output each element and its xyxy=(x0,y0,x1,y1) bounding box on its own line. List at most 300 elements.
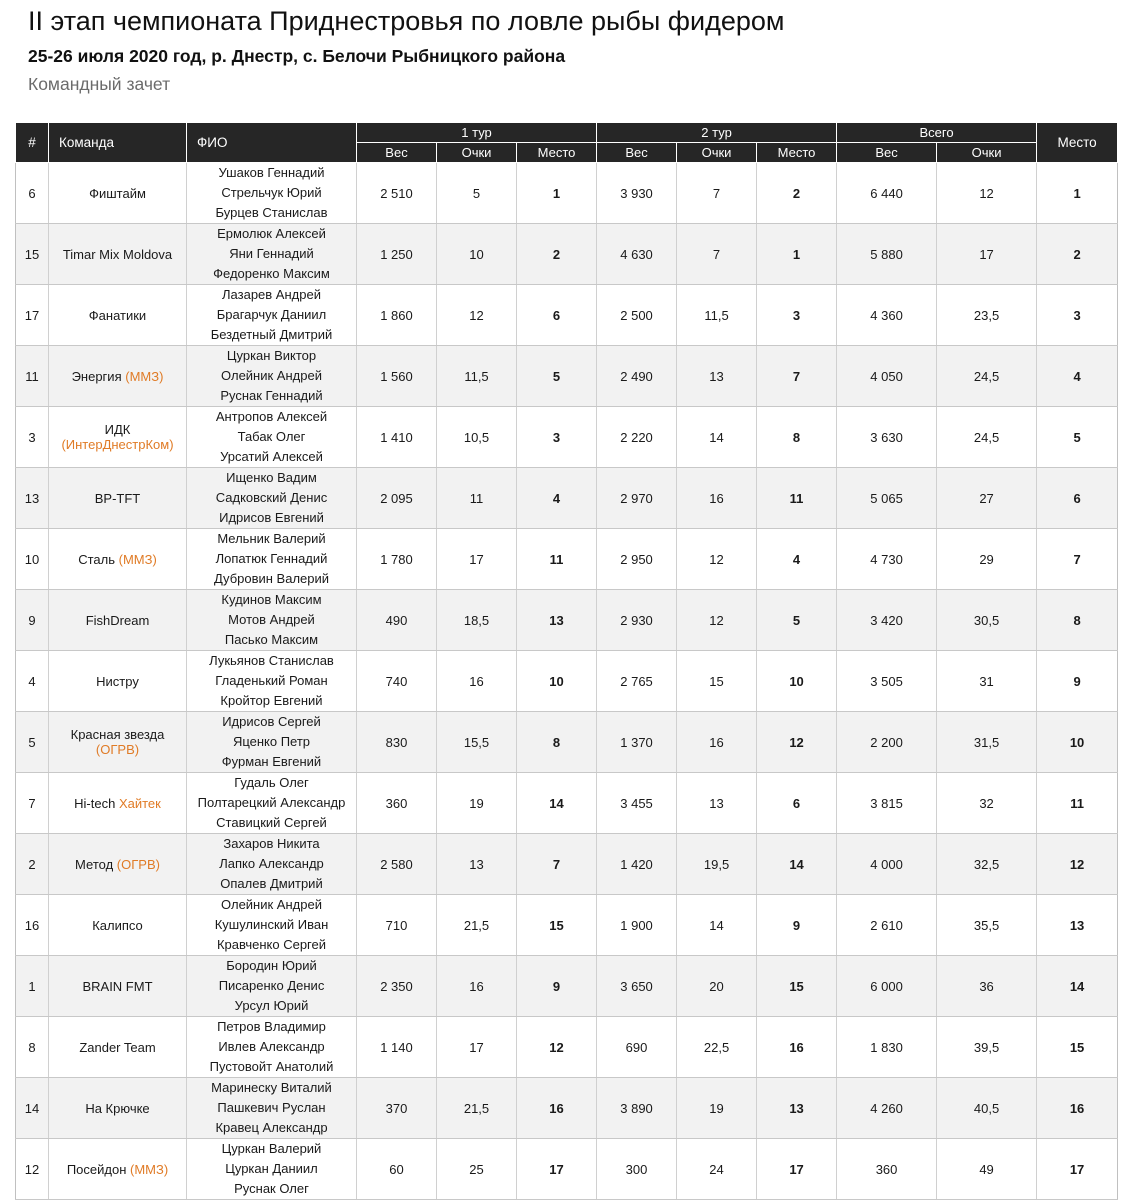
cell-r1-weight: 710 xyxy=(357,895,437,956)
cell-r2-place: 9 xyxy=(757,895,837,956)
col-header-num: # xyxy=(16,123,49,163)
cell-r2-weight: 1 370 xyxy=(597,712,677,773)
cell-team xyxy=(49,163,187,224)
cell-total-points: 12 xyxy=(937,163,1037,224)
cell-team xyxy=(49,712,187,773)
cell-r2-place: 16 xyxy=(757,1017,837,1078)
cell-total-points: 23,5 xyxy=(937,285,1037,346)
cell-num: 2 xyxy=(16,834,49,895)
member-name: Брагарчук Даниил xyxy=(216,307,327,322)
cell-members xyxy=(187,1017,357,1078)
cell-r1-points: 21,5 xyxy=(437,895,517,956)
cell-final-place: 6 xyxy=(1037,468,1118,529)
cell-r2-weight: 2 500 xyxy=(597,285,677,346)
col-header-fio: ФИО xyxy=(187,123,357,163)
cell-r1-place: 12 xyxy=(517,1017,597,1078)
cell-r1-weight: 2 510 xyxy=(357,163,437,224)
cell-final-place: 10 xyxy=(1037,712,1118,773)
cell-team xyxy=(49,956,187,1017)
member-name: Бурцев Станислав xyxy=(215,205,328,220)
member-name: Федоренко Максим xyxy=(213,266,330,281)
team-affiliation: (ИнтерДнестрКом) xyxy=(61,437,174,452)
cell-total-weight: 4 050 xyxy=(837,346,937,407)
cell-total-points: 27 xyxy=(937,468,1037,529)
cell-members xyxy=(187,895,357,956)
table-row xyxy=(16,773,1118,834)
cell-total-weight: 3 420 xyxy=(837,590,937,651)
member-name: Мотов Андрей xyxy=(228,612,315,627)
cell-total-points: 32,5 xyxy=(937,834,1037,895)
cell-total-weight: 360 xyxy=(837,1139,937,1200)
cell-r2-weight: 2 950 xyxy=(597,529,677,590)
cell-r2-points: 11,5 xyxy=(677,285,757,346)
cell-total-points: 36 xyxy=(937,956,1037,1017)
col-header-place: Место xyxy=(1037,123,1118,163)
cell-r1-weight: 1 560 xyxy=(357,346,437,407)
team-affiliation: (ММЗ) xyxy=(118,551,157,567)
cell-members xyxy=(187,590,357,651)
cell-r2-weight: 1 420 xyxy=(597,834,677,895)
cell-total-points: 35,5 xyxy=(937,895,1037,956)
team-name: Метод xyxy=(75,856,114,872)
cell-team xyxy=(49,1139,187,1200)
cell-team xyxy=(49,346,187,407)
member-name: Кройтор Евгений xyxy=(220,693,323,708)
cell-r1-weight: 2 580 xyxy=(357,834,437,895)
cell-r1-points: 16 xyxy=(437,956,517,1017)
cell-r2-weight: 2 220 xyxy=(597,407,677,468)
cell-r1-weight: 1 780 xyxy=(357,529,437,590)
member-name: Бездетный Дмитрий xyxy=(210,327,333,342)
cell-total-weight: 6 000 xyxy=(837,956,937,1017)
cell-members xyxy=(187,468,357,529)
cell-total-weight: 5 065 xyxy=(837,468,937,529)
cell-r2-place: 15 xyxy=(757,956,837,1017)
table-row xyxy=(16,712,1118,773)
cell-r1-points: 19 xyxy=(437,773,517,834)
cell-team xyxy=(49,773,187,834)
cell-total-weight: 6 440 xyxy=(837,163,937,224)
team-name: Калипсо xyxy=(92,917,143,933)
col-header-team: Команда xyxy=(49,123,187,163)
cell-final-place: 2 xyxy=(1037,224,1118,285)
cell-r2-points: 16 xyxy=(677,712,757,773)
cell-r1-points: 10,5 xyxy=(437,407,517,468)
team-name: Фиштайм xyxy=(89,185,146,201)
member-name: Лапко Александр xyxy=(219,856,324,871)
table-row xyxy=(16,1139,1118,1200)
cell-team xyxy=(49,407,187,468)
cell-final-place: 9 xyxy=(1037,651,1118,712)
cell-r1-place: 9 xyxy=(517,956,597,1017)
col-header-r1-weight: Вес xyxy=(357,143,437,163)
team-name: Сталь xyxy=(78,551,115,567)
cell-r2-place: 7 xyxy=(757,346,837,407)
cell-r1-points: 13 xyxy=(437,834,517,895)
member-name: Руснак Олег xyxy=(234,1181,309,1196)
member-name: Урсатий Алексей xyxy=(220,449,323,464)
table-row xyxy=(16,163,1118,224)
cell-total-weight: 4 730 xyxy=(837,529,937,590)
cell-r2-place: 12 xyxy=(757,712,837,773)
cell-final-place: 15 xyxy=(1037,1017,1118,1078)
cell-team xyxy=(49,651,187,712)
section-label: Командный зачет xyxy=(28,74,171,94)
member-name: Фурман Евгений xyxy=(221,754,322,769)
table-row xyxy=(16,834,1118,895)
cell-members xyxy=(187,407,357,468)
cell-team xyxy=(49,529,187,590)
cell-r2-points: 13 xyxy=(677,346,757,407)
cell-r1-place: 1 xyxy=(517,163,597,224)
cell-r1-place: 16 xyxy=(517,1078,597,1139)
cell-r2-weight: 2 490 xyxy=(597,346,677,407)
cell-team xyxy=(49,224,187,285)
cell-r1-weight: 490 xyxy=(357,590,437,651)
member-name: Цуркан Даниил xyxy=(225,1161,318,1176)
cell-r1-weight: 360 xyxy=(357,773,437,834)
member-name: Кудинов Максим xyxy=(221,592,322,607)
member-name: Мельник Валерий xyxy=(217,531,326,546)
member-name: Яценко Петр xyxy=(232,734,311,749)
cell-r2-points: 16 xyxy=(677,468,757,529)
cell-team xyxy=(49,590,187,651)
cell-num: 16 xyxy=(16,895,49,956)
team-name: Посейдон xyxy=(66,1161,127,1177)
col-header-r1-points: Очки xyxy=(437,143,517,163)
cell-total-points: 49 xyxy=(937,1139,1037,1200)
cell-members xyxy=(187,956,357,1017)
cell-members xyxy=(187,834,357,895)
member-name: Кушулинский Иван xyxy=(214,917,329,932)
cell-r2-points: 20 xyxy=(677,956,757,1017)
member-name: Олейник Андрей xyxy=(221,897,322,912)
team-name: Энергия xyxy=(71,368,122,384)
cell-num: 3 xyxy=(16,407,49,468)
cell-total-weight: 3 815 xyxy=(837,773,937,834)
cell-r2-place: 4 xyxy=(757,529,837,590)
member-name: Пасько Максим xyxy=(224,632,319,647)
cell-total-weight: 2 610 xyxy=(837,895,937,956)
member-name: Маринеску Виталий xyxy=(211,1080,332,1095)
member-name: Гудаль Олег xyxy=(234,775,309,790)
cell-r1-place: 5 xyxy=(517,346,597,407)
cell-final-place: 14 xyxy=(1037,956,1118,1017)
table-row xyxy=(16,651,1118,712)
cell-r2-weight: 1 900 xyxy=(597,895,677,956)
cell-num: 17 xyxy=(16,285,49,346)
cell-final-place: 17 xyxy=(1037,1139,1118,1200)
col-header-round1: 1 тур xyxy=(357,123,597,143)
member-name: Табак Олег xyxy=(237,429,306,444)
cell-r1-weight: 1 140 xyxy=(357,1017,437,1078)
cell-r1-points: 18,5 xyxy=(437,590,517,651)
cell-r1-points: 21,5 xyxy=(437,1078,517,1139)
cell-r2-weight: 2 930 xyxy=(597,590,677,651)
member-name: Олейник Андрей xyxy=(221,368,322,383)
cell-total-points: 24,5 xyxy=(937,407,1037,468)
member-name: Кравец Александр xyxy=(215,1120,328,1135)
cell-total-weight: 4 360 xyxy=(837,285,937,346)
cell-members xyxy=(187,1139,357,1200)
cell-r1-weight: 2 095 xyxy=(357,468,437,529)
cell-num: 4 xyxy=(16,651,49,712)
cell-num: 15 xyxy=(16,224,49,285)
cell-r2-weight: 4 630 xyxy=(597,224,677,285)
member-name: Яни Геннадий xyxy=(229,246,314,261)
member-name: Лукьянов Станислав xyxy=(209,653,334,668)
cell-r2-points: 19 xyxy=(677,1078,757,1139)
cell-r1-place: 2 xyxy=(517,224,597,285)
member-name: Антропов Алексей xyxy=(215,409,328,424)
cell-team xyxy=(49,468,187,529)
cell-num: 10 xyxy=(16,529,49,590)
cell-num: 14 xyxy=(16,1078,49,1139)
cell-total-points: 39,5 xyxy=(937,1017,1037,1078)
cell-r2-weight: 2 970 xyxy=(597,468,677,529)
cell-final-place: 3 xyxy=(1037,285,1118,346)
member-name: Кравченко Сергей xyxy=(216,937,326,952)
table-row xyxy=(16,895,1118,956)
member-name: Гладенький Роман xyxy=(215,673,328,688)
cell-num: 1 xyxy=(16,956,49,1017)
cell-r2-place: 14 xyxy=(757,834,837,895)
table-row xyxy=(16,956,1118,1017)
cell-total-points: 40,5 xyxy=(937,1078,1037,1139)
member-name: Петров Владимир xyxy=(217,1019,326,1034)
team-name: Фанатики xyxy=(88,307,147,323)
table-row xyxy=(16,407,1118,468)
cell-total-points: 31,5 xyxy=(937,712,1037,773)
cell-r1-place: 7 xyxy=(517,834,597,895)
member-name: Дубровин Валерий xyxy=(213,571,330,586)
cell-r2-points: 12 xyxy=(677,529,757,590)
cell-total-points: 32 xyxy=(937,773,1037,834)
cell-r2-points: 24 xyxy=(677,1139,757,1200)
cell-r1-points: 5 xyxy=(437,163,517,224)
cell-final-place: 16 xyxy=(1037,1078,1118,1139)
team-name: Нистру xyxy=(96,673,139,689)
member-name: Ушаков Геннадий xyxy=(218,165,325,180)
cell-num: 7 xyxy=(16,773,49,834)
col-header-total-weight: Вес xyxy=(837,143,937,163)
cell-team xyxy=(49,1017,187,1078)
cell-r1-place: 11 xyxy=(517,529,597,590)
table-row xyxy=(16,285,1118,346)
cell-r2-weight: 300 xyxy=(597,1139,677,1200)
cell-members xyxy=(187,285,357,346)
cell-r1-place: 17 xyxy=(517,1139,597,1200)
cell-total-weight: 1 830 xyxy=(837,1017,937,1078)
cell-r1-place: 15 xyxy=(517,895,597,956)
col-header-r2-place: Место xyxy=(757,143,837,163)
cell-r1-place: 4 xyxy=(517,468,597,529)
cell-r2-points: 22,5 xyxy=(677,1017,757,1078)
cell-total-points: 24,5 xyxy=(937,346,1037,407)
member-name: Урсул Юрий xyxy=(234,998,309,1013)
cell-members xyxy=(187,1078,357,1139)
col-header-r2-weight: Вес xyxy=(597,143,677,163)
cell-r1-weight: 370 xyxy=(357,1078,437,1139)
cell-final-place: 4 xyxy=(1037,346,1118,407)
member-name: Ищенко Вадим xyxy=(226,470,317,485)
cell-final-place: 7 xyxy=(1037,529,1118,590)
cell-r2-points: 7 xyxy=(677,163,757,224)
cell-r2-weight: 2 765 xyxy=(597,651,677,712)
team-affiliation: (ОГРВ) xyxy=(95,742,140,757)
cell-r1-points: 17 xyxy=(437,1017,517,1078)
cell-total-points: 31 xyxy=(937,651,1037,712)
member-name: Полтарецкий Александр xyxy=(197,795,346,810)
member-name: Ивлев Александр xyxy=(218,1039,325,1054)
team-name: Timar Mix Moldova xyxy=(62,246,173,262)
team-name: BRAIN FMT xyxy=(82,978,153,994)
table-row xyxy=(16,1078,1118,1139)
cell-final-place: 5 xyxy=(1037,407,1118,468)
cell-total-weight: 3 505 xyxy=(837,651,937,712)
cell-members xyxy=(187,163,357,224)
member-name: Садковский Денис xyxy=(215,490,328,505)
cell-r2-points: 14 xyxy=(677,407,757,468)
cell-team xyxy=(49,895,187,956)
cell-num: 6 xyxy=(16,163,49,224)
cell-r1-place: 14 xyxy=(517,773,597,834)
results-table xyxy=(15,122,1118,1200)
member-name: Пашкевич Руслан xyxy=(217,1100,326,1115)
table-row xyxy=(16,590,1118,651)
col-header-total-points: Очки xyxy=(937,143,1037,163)
member-name: Писаренко Денис xyxy=(218,978,325,993)
cell-r1-points: 11 xyxy=(437,468,517,529)
cell-r2-points: 7 xyxy=(677,224,757,285)
team-affiliation: (ММЗ) xyxy=(130,1161,169,1177)
cell-r2-place: 6 xyxy=(757,773,837,834)
member-name: Лопатюк Геннадий xyxy=(215,551,328,566)
col-header-r1-place: Место xyxy=(517,143,597,163)
cell-num: 13 xyxy=(16,468,49,529)
table-body xyxy=(16,163,1118,1200)
cell-team xyxy=(49,285,187,346)
cell-r2-place: 11 xyxy=(757,468,837,529)
cell-members xyxy=(187,346,357,407)
cell-r1-weight: 740 xyxy=(357,651,437,712)
cell-r2-place: 17 xyxy=(757,1139,837,1200)
event-subtitle: 25-26 июля 2020 год, р. Днестр, с. Белочи Рыбницкого района xyxy=(28,46,566,66)
team-name: BP-TFT xyxy=(94,490,141,506)
team-affiliation: (ММЗ) xyxy=(125,368,164,384)
cell-final-place: 13 xyxy=(1037,895,1118,956)
cell-r2-points: 15 xyxy=(677,651,757,712)
member-name: Захаров Никита xyxy=(223,836,320,851)
cell-r1-place: 8 xyxy=(517,712,597,773)
cell-r2-place: 5 xyxy=(757,590,837,651)
cell-final-place: 11 xyxy=(1037,773,1118,834)
team-affiliation: Хайтек xyxy=(118,795,161,811)
cell-r1-points: 17 xyxy=(437,529,517,590)
member-name: Идрисов Сергей xyxy=(222,714,321,729)
cell-r1-weight: 2 350 xyxy=(357,956,437,1017)
cell-num: 12 xyxy=(16,1139,49,1200)
table-row xyxy=(16,224,1118,285)
table-header xyxy=(16,123,1118,163)
team-name: Zander Team xyxy=(79,1039,156,1055)
table-row xyxy=(16,529,1118,590)
cell-r2-weight: 690 xyxy=(597,1017,677,1078)
cell-r2-place: 3 xyxy=(757,285,837,346)
cell-r2-points: 12 xyxy=(677,590,757,651)
cell-total-weight: 3 630 xyxy=(837,407,937,468)
cell-total-points: 30,5 xyxy=(937,590,1037,651)
col-header-total: Всего xyxy=(837,123,1037,143)
member-name: Пустовойт Анатолий xyxy=(209,1059,334,1074)
cell-total-weight: 2 200 xyxy=(837,712,937,773)
member-name: Ставицкий Сергей xyxy=(216,815,327,830)
cell-num: 8 xyxy=(16,1017,49,1078)
col-header-round2: 2 тур xyxy=(597,123,837,143)
cell-total-weight: 4 000 xyxy=(837,834,937,895)
cell-r1-points: 12 xyxy=(437,285,517,346)
cell-r2-place: 10 xyxy=(757,651,837,712)
team-name: ИДК xyxy=(104,422,131,437)
team-name: Красная звезда xyxy=(70,727,165,742)
cell-r1-weight: 1 860 xyxy=(357,285,437,346)
cell-num: 9 xyxy=(16,590,49,651)
cell-r2-points: 19,5 xyxy=(677,834,757,895)
member-name: Цуркан Валерий xyxy=(221,1141,322,1156)
cell-members xyxy=(187,651,357,712)
cell-r2-weight: 3 930 xyxy=(597,163,677,224)
cell-r2-place: 8 xyxy=(757,407,837,468)
cell-total-points: 17 xyxy=(937,224,1037,285)
cell-r1-place: 10 xyxy=(517,651,597,712)
cell-team xyxy=(49,1078,187,1139)
cell-r1-weight: 1 410 xyxy=(357,407,437,468)
cell-r2-weight: 3 890 xyxy=(597,1078,677,1139)
cell-r2-weight: 3 650 xyxy=(597,956,677,1017)
team-name: FishDream xyxy=(85,612,150,628)
team-affiliation: (ОГРВ) xyxy=(116,856,160,872)
cell-team xyxy=(49,834,187,895)
cell-r1-points: 16 xyxy=(437,651,517,712)
cell-final-place: 12 xyxy=(1037,834,1118,895)
cell-r2-points: 14 xyxy=(677,895,757,956)
member-name: Цуркан Виктор xyxy=(226,348,317,363)
cell-r2-place: 13 xyxy=(757,1078,837,1139)
cell-members xyxy=(187,773,357,834)
cell-r1-points: 11,5 xyxy=(437,346,517,407)
cell-r1-place: 3 xyxy=(517,407,597,468)
member-name: Ермолюк Алексей xyxy=(217,226,326,241)
cell-r2-weight: 3 455 xyxy=(597,773,677,834)
cell-r1-weight: 830 xyxy=(357,712,437,773)
cell-total-points: 29 xyxy=(937,529,1037,590)
cell-total-weight: 4 260 xyxy=(837,1078,937,1139)
cell-r1-place: 6 xyxy=(517,285,597,346)
member-name: Стрельчук Юрий xyxy=(221,185,322,200)
cell-r1-weight: 60 xyxy=(357,1139,437,1200)
member-name: Опалев Дмитрий xyxy=(220,876,323,891)
cell-num: 11 xyxy=(16,346,49,407)
cell-r1-points: 15,5 xyxy=(437,712,517,773)
cell-r1-points: 25 xyxy=(437,1139,517,1200)
cell-r2-place: 2 xyxy=(757,163,837,224)
cell-final-place: 1 xyxy=(1037,163,1118,224)
col-header-r2-points: Очки xyxy=(677,143,757,163)
cell-final-place: 8 xyxy=(1037,590,1118,651)
cell-r2-place: 1 xyxy=(757,224,837,285)
cell-r1-place: 13 xyxy=(517,590,597,651)
table-row xyxy=(16,1017,1118,1078)
